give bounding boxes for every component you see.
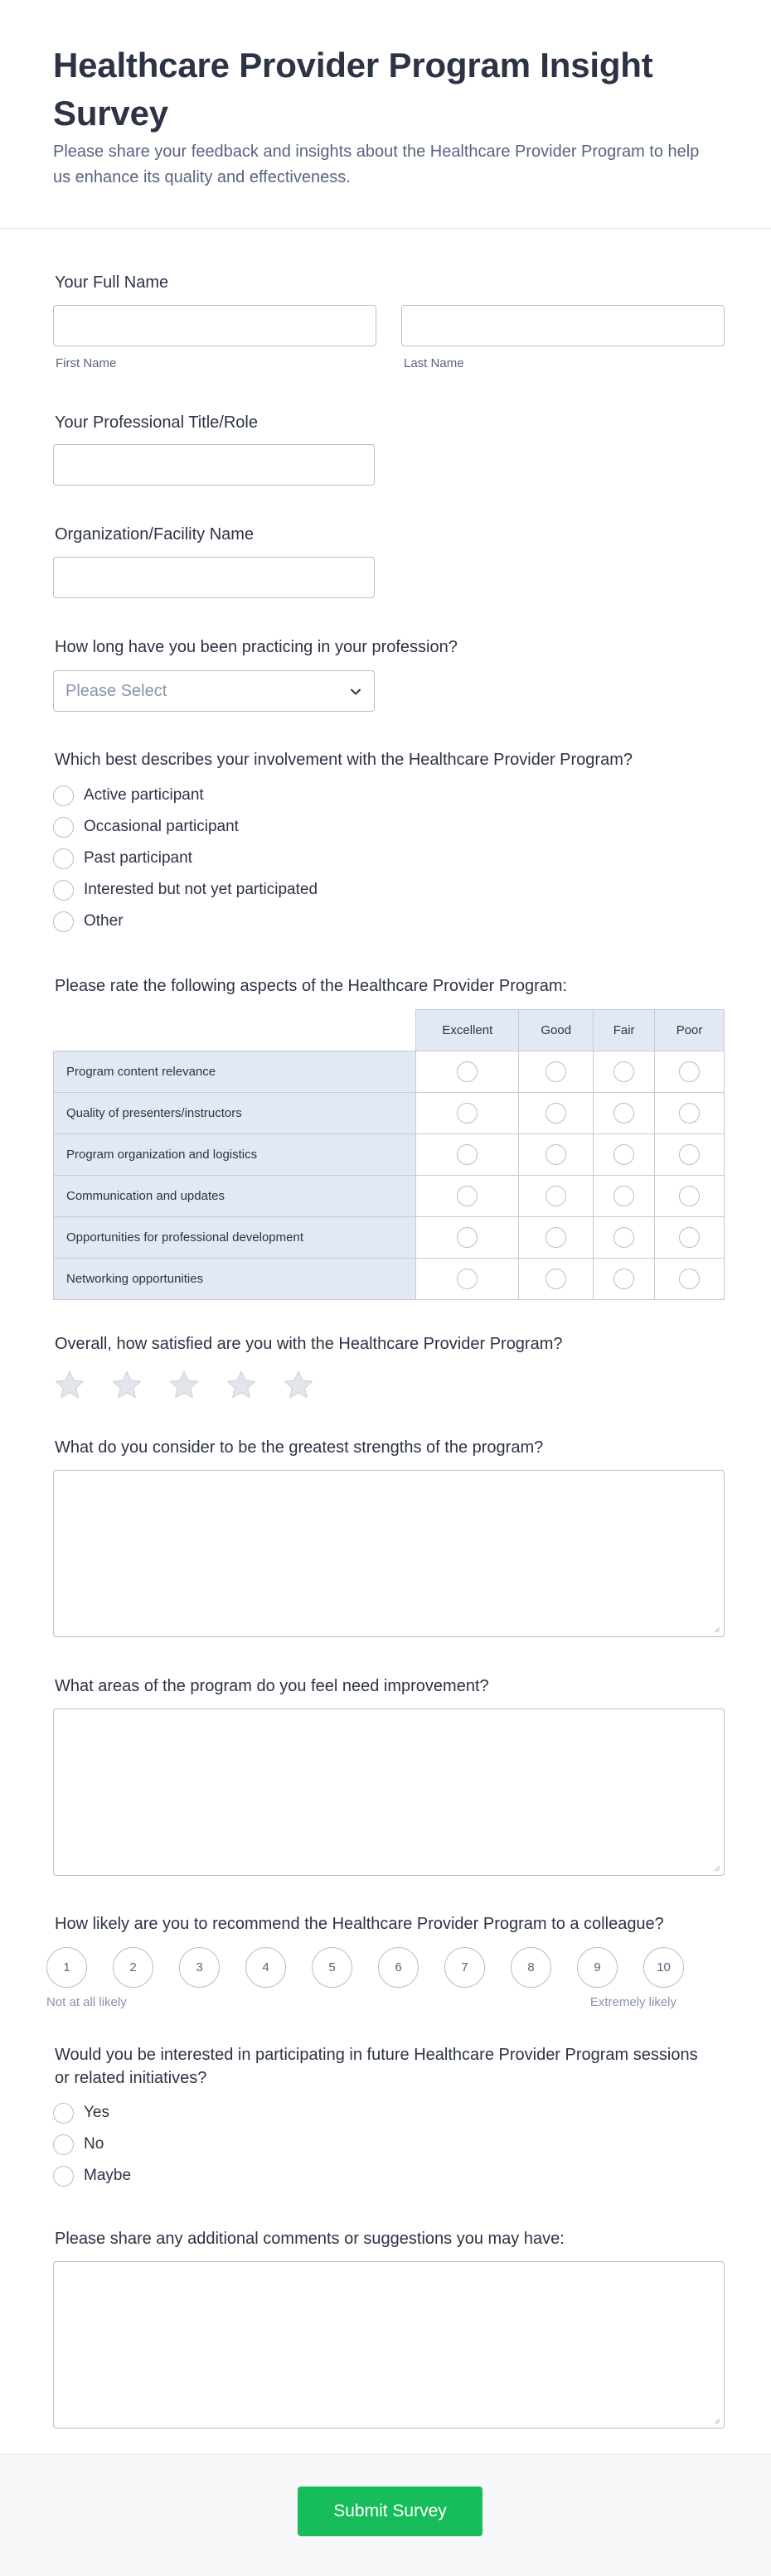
scale-low-label: Not at all likely: [46, 1995, 127, 2009]
scale-labels: [46, 1995, 676, 2009]
matrix-radio[interactable]: [546, 1061, 566, 1082]
radio-button[interactable]: [53, 817, 74, 838]
matrix-radio[interactable]: [546, 1144, 566, 1165]
matrix-row-label: Networking opportunities: [54, 1259, 416, 1300]
matrix-radio[interactable]: [613, 1103, 634, 1124]
matrix-row: [54, 1217, 725, 1259]
matrix-radio[interactable]: [679, 1269, 700, 1289]
star-icon[interactable]: [281, 1368, 316, 1403]
future-options: [53, 2097, 131, 2192]
matrix-radio[interactable]: [613, 1186, 634, 1206]
organization-label: Organization/Facility Name: [55, 525, 255, 544]
matrix-radio[interactable]: [457, 1269, 478, 1289]
recommend-scale-group: [46, 1947, 684, 2009]
involvement-option[interactable]: Active participant: [53, 780, 318, 811]
matrix-row-label: Program content relevance: [54, 1051, 416, 1093]
radio-button[interactable]: [53, 2166, 74, 2187]
matrix-radio[interactable]: [546, 1227, 566, 1248]
radio-button[interactable]: [53, 2134, 74, 2155]
matrix-radio[interactable]: [457, 1061, 478, 1082]
matrix-radio[interactable]: [457, 1227, 478, 1248]
involvement-option[interactable]: Past participant: [53, 843, 318, 874]
matrix-radio[interactable]: [613, 1269, 634, 1289]
title-role-label: Your Professional Title/Role: [55, 413, 258, 432]
matrix-radio[interactable]: [457, 1103, 478, 1124]
first-name-input[interactable]: [53, 305, 376, 346]
radio-button[interactable]: [53, 2103, 74, 2124]
scale-option[interactable]: 6: [378, 1947, 419, 1988]
scale-option[interactable]: 1: [46, 1947, 87, 1988]
future-label: Would you be interested in participating in future Healthcare Provider Program sessions or related initiatives?: [55, 2046, 698, 2087]
matrix-row-label: Opportunities for professional development: [54, 1217, 416, 1259]
scale-option[interactable]: 2: [113, 1947, 153, 1988]
radio-button[interactable]: [53, 848, 74, 869]
last-name-input[interactable]: [401, 305, 725, 346]
matrix-radio[interactable]: [457, 1144, 478, 1165]
first-name-sublabel: First Name: [56, 356, 117, 370]
resize-grip-icon[interactable]: [712, 2416, 720, 2424]
matrix-radio[interactable]: [679, 1227, 700, 1248]
scale-option[interactable]: 8: [511, 1947, 551, 1988]
matrix-radio[interactable]: [679, 1144, 700, 1165]
scale-high-label: Extremely likely: [589, 1995, 676, 2009]
future-option[interactable]: No: [53, 2129, 131, 2160]
rating-table: [53, 1009, 725, 1300]
select-placeholder: Please Select: [65, 682, 167, 700]
page-title: Healthcare Provider Program Insight Survey: [53, 46, 653, 133]
future-option[interactable]: Maybe: [53, 2160, 131, 2192]
matrix-column-header: Fair: [594, 1010, 655, 1051]
recommend-label: How likely are you to recommend the Healthcare Provider Program to a colleague?: [55, 1915, 664, 1933]
last-name-sublabel: Last Name: [404, 356, 464, 370]
matrix-row: [54, 1176, 725, 1217]
satisfaction-label: Overall, how satisfied are you with the Healthcare Provider Program?: [55, 1335, 563, 1353]
practice-length-select[interactable]: [53, 670, 375, 712]
matrix-radio[interactable]: [546, 1269, 566, 1289]
matrix-radio[interactable]: [613, 1144, 634, 1165]
matrix-row-label: Program organization and logistics: [54, 1134, 416, 1176]
involvement-option[interactable]: Occasional participant: [53, 811, 318, 843]
star-icon[interactable]: [52, 1368, 87, 1403]
resize-grip-icon[interactable]: [712, 1863, 720, 1872]
chevron-down-icon: [347, 684, 364, 700]
matrix-radio[interactable]: [679, 1061, 700, 1082]
comments-label: Please share any additional comments or suggestions you may have:: [55, 2230, 565, 2248]
involvement-option[interactable]: Interested but not yet participated: [53, 874, 318, 906]
matrix-row-label: Quality of presenters/instructors: [54, 1093, 416, 1134]
matrix-radio[interactable]: [613, 1061, 634, 1082]
star-icon[interactable]: [224, 1368, 259, 1403]
scale-option[interactable]: 4: [245, 1947, 286, 1988]
matrix-row: [54, 1051, 725, 1093]
resize-grip-icon[interactable]: [712, 1625, 720, 1633]
rating-label: Please rate the following aspects of the Healthcare Provider Program:: [55, 977, 568, 995]
improvement-textarea[interactable]: [53, 1708, 725, 1876]
scale-option[interactable]: 5: [312, 1947, 352, 1988]
scale-option[interactable]: 7: [444, 1947, 485, 1988]
matrix-column-header: Poor: [655, 1010, 725, 1051]
matrix-radio[interactable]: [679, 1186, 700, 1206]
matrix-row: [54, 1259, 725, 1300]
future-option[interactable]: Yes: [53, 2097, 131, 2129]
star-icon[interactable]: [109, 1368, 144, 1403]
involvement-label: Which best describes your involvement with the Healthcare Provider Program?: [55, 751, 633, 769]
practice-length-label: How long have you been practicing in your profession?: [55, 638, 458, 656]
submit-button[interactable]: Submit Survey: [298, 2487, 482, 2536]
strengths-textarea[interactable]: [53, 1470, 725, 1637]
strengths-label: What do you consider to be the greatest strengths of the program?: [55, 1438, 544, 1457]
radio-button[interactable]: [53, 911, 74, 932]
form-footer: [0, 2454, 771, 2576]
matrix-corner: [54, 1010, 416, 1051]
form-header: [0, 0, 771, 229]
scale-option[interactable]: 3: [179, 1947, 220, 1988]
full-name-label: Your Full Name: [55, 273, 169, 292]
star-icon[interactable]: [167, 1368, 201, 1403]
recommend-scale: [46, 1947, 684, 1988]
scale-option[interactable]: 10: [643, 1947, 684, 1988]
matrix-radio[interactable]: [546, 1103, 566, 1124]
matrix-radio[interactable]: [679, 1103, 700, 1124]
page-description: Please share your feedback and insights about the Healthcare Provider Program to help us enhance its quality and effectiveness.: [53, 143, 700, 186]
matrix-radio[interactable]: [546, 1186, 566, 1206]
rating-matrix: [53, 1009, 725, 1300]
matrix-row: [54, 1134, 725, 1176]
radio-button[interactable]: [53, 880, 74, 901]
matrix-row: [54, 1093, 725, 1134]
last-name-group: [401, 305, 725, 370]
matrix-radio[interactable]: [613, 1227, 634, 1248]
scale-option[interactable]: 9: [577, 1947, 618, 1988]
title-role-input[interactable]: [53, 444, 375, 486]
involvement-options: [53, 780, 318, 937]
comments-textarea[interactable]: [53, 2261, 725, 2429]
first-name-group: [53, 305, 376, 370]
matrix-row-label: Communication and updates: [54, 1176, 416, 1217]
star-rating: [52, 1368, 316, 1403]
organization-input[interactable]: [53, 557, 375, 598]
matrix-column-header: Good: [519, 1010, 594, 1051]
matrix-column-header: Excellent: [416, 1010, 519, 1051]
matrix-radio[interactable]: [457, 1186, 478, 1206]
involvement-option[interactable]: Other: [53, 906, 318, 937]
improvement-label: What areas of the program do you feel need improvement?: [55, 1677, 489, 1695]
radio-button[interactable]: [53, 785, 74, 806]
